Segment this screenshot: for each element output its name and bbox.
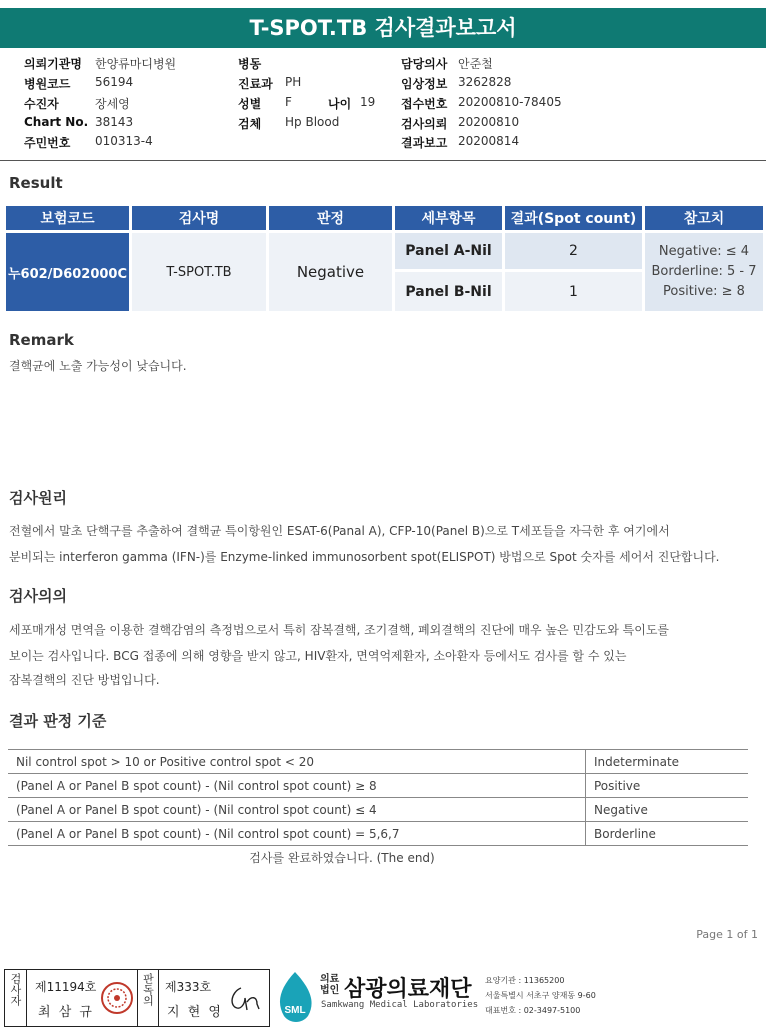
significance-line: 잠복결핵의 진단 방법입니다. <box>9 673 160 687</box>
column-header: 검사명 <box>132 206 266 230</box>
info-label: Chart No. <box>24 115 89 129</box>
reference-values <box>645 233 763 311</box>
table-header-row <box>6 206 763 230</box>
info-value: PH <box>285 75 302 89</box>
seal-stamp <box>99 980 135 1016</box>
remark-heading: Remark <box>9 331 74 349</box>
info-value: 20200810-78405 <box>458 95 562 109</box>
info-value: 20200810 <box>458 115 520 129</box>
info-label: 의뢰기관명 <box>24 57 82 71</box>
org-line: 서울특별시 서초구 양재동 9-60 <box>485 991 596 1000</box>
column-header: 보험코드 <box>6 206 129 230</box>
reference-line: Borderline: 5 - 7 <box>651 264 757 279</box>
table-row <box>6 233 763 269</box>
info-value: 3262828 <box>458 75 512 89</box>
signature-box <box>4 969 270 1027</box>
page-number: Page 1 of 1 <box>696 928 758 941</box>
divider <box>0 160 766 161</box>
reviewer-label: 판독의 <box>137 970 159 1026</box>
criteria-condition: (Panel A or Panel B spot count) - (Nil control spot count) ≤ 4 <box>8 798 586 822</box>
info-label: 진료과 <box>238 77 273 91</box>
info-label: 결과보고 <box>401 136 448 150</box>
table-row <box>8 750 748 774</box>
result-heading: Result <box>9 174 63 192</box>
info-value: 안준철 <box>458 57 493 71</box>
info-value: Hp Blood <box>285 115 340 129</box>
info-value: 장세영 <box>95 97 130 111</box>
info-label: 병동 <box>238 57 262 71</box>
table-row <box>8 822 748 846</box>
test-name: T-SPOT.TB <box>132 233 266 311</box>
table-row <box>8 798 748 822</box>
result-table <box>3 203 766 314</box>
sml-logo-icon <box>272 968 318 1024</box>
info-label: 병원코드 <box>24 77 71 91</box>
info-label: 수진자 <box>24 97 59 111</box>
examiner-number: 제11194호 <box>35 980 97 994</box>
criteria-result: Indeterminate <box>586 750 749 774</box>
criteria-result: Positive <box>586 774 749 798</box>
age-value: 19 <box>360 95 376 109</box>
table-row <box>8 774 748 798</box>
info-label: 주민번호 <box>24 136 71 150</box>
column-header: 결과(Spot count) <box>505 206 642 230</box>
info-label: 접수번호 <box>401 97 448 111</box>
insurance-code: 누602/D602000C <box>6 233 129 311</box>
end-text: 검사를 완료하였습니다. (The end) <box>249 851 435 865</box>
org-english-name: Samkwang Medical Laboratories <box>321 1000 479 1010</box>
info-value: 38143 <box>95 115 134 129</box>
spot-count: 2 <box>505 233 642 269</box>
detail-item: Panel A-Nil <box>395 233 502 269</box>
patient-info <box>0 55 766 155</box>
principle-line: 분비되는 interferon gamma (IFN-)를 Enzyme-linked immunosorbent spot(ELISPOT) 방법으로 Spot 숫자를 세어서 진단합니다. <box>9 550 720 564</box>
criteria-heading: 결과 판정 기준 <box>9 712 107 730</box>
reference-line: Positive: ≥ 8 <box>663 284 745 299</box>
report-title: T-SPOT.TB 검사결과보고서 <box>0 8 766 48</box>
examiner-name: 최 삼 규 <box>38 1005 94 1020</box>
column-header: 판정 <box>269 206 392 230</box>
judgment-value: Negative <box>269 233 392 311</box>
detail-item: Panel B-Nil <box>395 272 502 311</box>
info-value: 56194 <box>95 75 134 89</box>
significance-heading: 검사의의 <box>9 587 67 605</box>
info-value: 010313-4 <box>95 134 153 148</box>
spot-count: 1 <box>505 272 642 311</box>
remark-text: 결핵균에 노출 가능성이 낮습니다. <box>9 359 187 373</box>
reviewer-name: 지 현 영 <box>167 1005 223 1020</box>
logo-text: SML <box>284 1005 306 1016</box>
reviewer-number: 제333호 <box>165 980 212 994</box>
info-label: 검사의뢰 <box>401 117 448 131</box>
significance-line: 보이는 검사입니다. BCG 접종에 의해 영향을 받지 않고, HIV환자, 면역억제환자, 소아환자 등에서도 검사를 할 수 있는 <box>9 649 627 663</box>
column-header: 세부항목 <box>395 206 502 230</box>
examiner-label: 검사자 <box>5 970 27 1026</box>
criteria-condition: (Panel A or Panel B spot count) - (Nil control spot count) ≥ 8 <box>8 774 586 798</box>
org-name: 삼광의료재단 <box>344 977 472 1002</box>
significance-line: 세포매개성 면역을 이용한 결핵감염의 측정법으로서 특히 잠복결핵, 조기결핵, 폐외결핵의 진단에 매우 높은 민감도와 특이도를 <box>9 623 670 637</box>
age-label: 나이 <box>328 97 352 111</box>
principle-heading: 검사원리 <box>9 489 67 507</box>
info-label: 담당의사 <box>401 57 448 71</box>
column-header: 참고치 <box>645 206 763 230</box>
reference-line: Negative: ≤ 4 <box>658 244 750 259</box>
handwritten-signature <box>227 982 263 1014</box>
info-value: 한양류마디병원 <box>95 57 177 71</box>
criteria-condition: Nil control spot > 10 or Positive control spot < 20 <box>8 750 586 774</box>
info-label: 임상정보 <box>401 77 448 91</box>
criteria-result: Negative <box>586 798 749 822</box>
info-value: 20200814 <box>458 134 520 148</box>
principle-line: 전혈에서 말초 단핵구를 추출하여 결핵균 특이항원인 ESAT-6(Panal A), CFP-10(Panel B)으로 T세포들을 자극한 후 여기에서 <box>9 524 670 538</box>
info-label: 검체 <box>238 117 262 131</box>
org-prefix: 의료 법인 <box>320 974 340 996</box>
org-line: 대표번호 : 02-3497-5100 <box>485 1006 581 1015</box>
criteria-table <box>8 749 748 846</box>
org-line: 요양기관 : 11365200 <box>485 976 565 985</box>
info-value: F <box>285 95 292 109</box>
criteria-result: Borderline <box>586 822 749 846</box>
info-label: 성별 <box>238 97 262 111</box>
criteria-condition: (Panel A or Panel B spot count) - (Nil control spot count) = 5,6,7 <box>8 822 586 846</box>
